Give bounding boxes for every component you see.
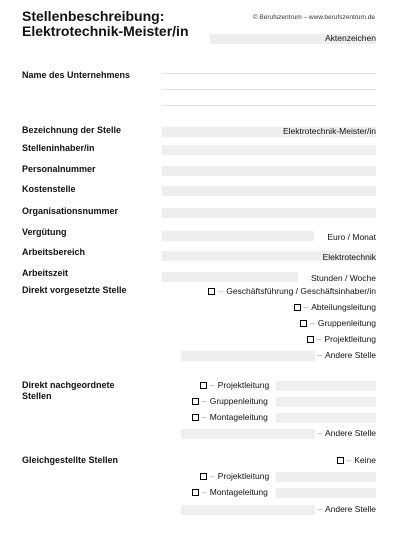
dash-icon: –: [346, 455, 352, 465]
checkbox-icon[interactable]: [337, 457, 344, 464]
gleichgestellte-andere-label: [300, 504, 376, 514]
checkbox-icon[interactable]: [300, 320, 307, 327]
nachgeordnete-andere-label: [300, 428, 376, 438]
nachgeordnete-option-2-label: Gruppenleitung: [209, 396, 268, 406]
bezeichnung-label: Bezeichnung der Stelle: [22, 125, 122, 135]
dash-icon: –: [210, 380, 215, 390]
vorgesetzte-andere-label: [300, 350, 376, 360]
dash-icon: –: [317, 428, 322, 438]
vorgesetzte-option-2-label: Abteilungsleitung: [311, 302, 376, 312]
title-line-2: Elektrotechnik-Meister/in: [22, 23, 189, 39]
inhaber-label: Stelleninhaber/in: [22, 143, 95, 153]
kostenstelle-label: Kostenstelle: [22, 184, 76, 194]
gleichgestellte-andere-text: Andere Stelle: [324, 504, 376, 514]
copyright-text: © Berufszentrum – www.berufszentrum.de: [252, 14, 375, 21]
gleichgestellte-option-1-field[interactable]: [276, 472, 376, 482]
gleichgestellte-option-2-label: Montageleitung: [209, 487, 268, 497]
vorgesetzte-label: Direkt vorgesetzte Stelle: [22, 285, 127, 295]
arbeitszeit-field[interactable]: [162, 272, 298, 282]
nachgeordnete-andere-text: Andere Stelle: [324, 428, 376, 438]
unternehmen-line-2[interactable]: [162, 89, 376, 90]
nachgeordnete-option-3[interactable]: [192, 412, 268, 422]
vorgesetzte-option-4[interactable]: [250, 334, 376, 344]
vorgesetzte-andere-field[interactable]: [181, 351, 315, 361]
page-title: [22, 9, 189, 39]
checkbox-icon[interactable]: [192, 398, 199, 405]
nachgeordnete-option-3-label: Montageleitung: [209, 412, 268, 422]
personalnummer-field[interactable]: [162, 166, 376, 176]
dash-icon: –: [202, 412, 207, 422]
dash-icon: –: [317, 504, 322, 514]
unternehmen-label: Name des Unternehmens: [22, 70, 131, 80]
arbeitsbereich-label: Arbeitsbereich: [22, 247, 86, 257]
gleichgestellte-label: Gleichgestellte Stellen: [22, 455, 119, 465]
dash-icon: –: [310, 318, 315, 328]
vorgesetzte-option-1[interactable]: [150, 286, 376, 296]
organisationsnummer-field[interactable]: [162, 208, 376, 218]
unternehmen-line-1[interactable]: [162, 73, 376, 74]
arbeitsbereich-value: Elektrotechnik: [322, 252, 376, 262]
nachgeordnete-option-1[interactable]: [200, 380, 269, 390]
gleichgestellte-option-1[interactable]: [200, 471, 269, 481]
inhaber-field[interactable]: [162, 145, 376, 155]
dash-icon: –: [202, 396, 207, 406]
gleichgestellte-option-2-field[interactable]: [276, 488, 376, 498]
checkbox-icon[interactable]: [200, 382, 207, 389]
unternehmen-line-3[interactable]: [162, 105, 376, 106]
nachgeordnete-option-3-field[interactable]: [276, 413, 376, 423]
verguetung-field[interactable]: [162, 231, 314, 241]
verguetung-unit: Euro / Monat: [327, 232, 376, 242]
checkbox-icon[interactable]: [200, 473, 207, 480]
aktenzeichen-label: Aktenzeichen: [324, 33, 376, 43]
checkbox-icon[interactable]: [192, 489, 199, 496]
vorgesetzte-option-2[interactable]: [250, 302, 376, 312]
gleichgestellte-option-1-label: Projektleitung: [217, 471, 270, 481]
vorgesetzte-option-3-label: Gruppenleitung: [317, 318, 376, 328]
arbeitszeit-unit: Stunden / Woche: [310, 273, 376, 283]
dash-icon: –: [317, 350, 322, 360]
nachgeordnete-option-1-field[interactable]: [276, 381, 376, 391]
nachgeordnete-option-2[interactable]: [192, 396, 268, 406]
nachgeordnete-option-1-label: Projektleitung: [217, 380, 270, 390]
gleichgestellte-option-2[interactable]: [192, 487, 268, 497]
vorgesetzte-option-1-label: Geschäftsführung / Geschäftsinhaber/in: [226, 286, 376, 296]
gleichgestellte-keine-label: Keine: [354, 455, 376, 465]
dash-icon: –: [210, 471, 215, 481]
nachgeordnete-andere-field[interactable]: [181, 429, 315, 439]
dash-icon: –: [303, 302, 309, 312]
bezeichnung-value: Elektrotechnik-Meister/in: [282, 126, 376, 136]
gleichgestellte-andere-field[interactable]: [181, 505, 315, 515]
checkbox-icon[interactable]: [208, 288, 215, 295]
vorgesetzte-option-4-label: Projektleitung: [324, 334, 376, 344]
checkbox-icon[interactable]: [307, 336, 314, 343]
title-line-1: Stellenbeschreibung:: [22, 8, 165, 24]
checkbox-icon[interactable]: [192, 414, 199, 421]
dash-icon: –: [202, 487, 207, 497]
nachgeordnete-label-line-1: Direkt nachgeordnete: [22, 380, 115, 390]
vorgesetzte-andere-text: Andere Stelle: [324, 350, 376, 360]
personalnummer-label: Personalnummer: [22, 164, 96, 174]
dash-icon: –: [218, 286, 224, 296]
nachgeordnete-option-2-field[interactable]: [276, 397, 376, 407]
arbeitszeit-label: Arbeitszeit: [22, 268, 69, 278]
verguetung-label: Vergütung: [22, 227, 67, 237]
kostenstelle-field[interactable]: [162, 186, 376, 196]
gleichgestellte-keine[interactable]: [300, 455, 376, 465]
nachgeordnete-label-line-2: Stellen: [22, 391, 52, 401]
checkbox-icon[interactable]: [294, 304, 301, 311]
dash-icon: –: [316, 334, 322, 344]
organisationsnummer-label: Organisationsnummer: [22, 206, 119, 216]
vorgesetzte-option-3[interactable]: [250, 318, 376, 328]
nachgeordnete-label: [22, 380, 115, 402]
